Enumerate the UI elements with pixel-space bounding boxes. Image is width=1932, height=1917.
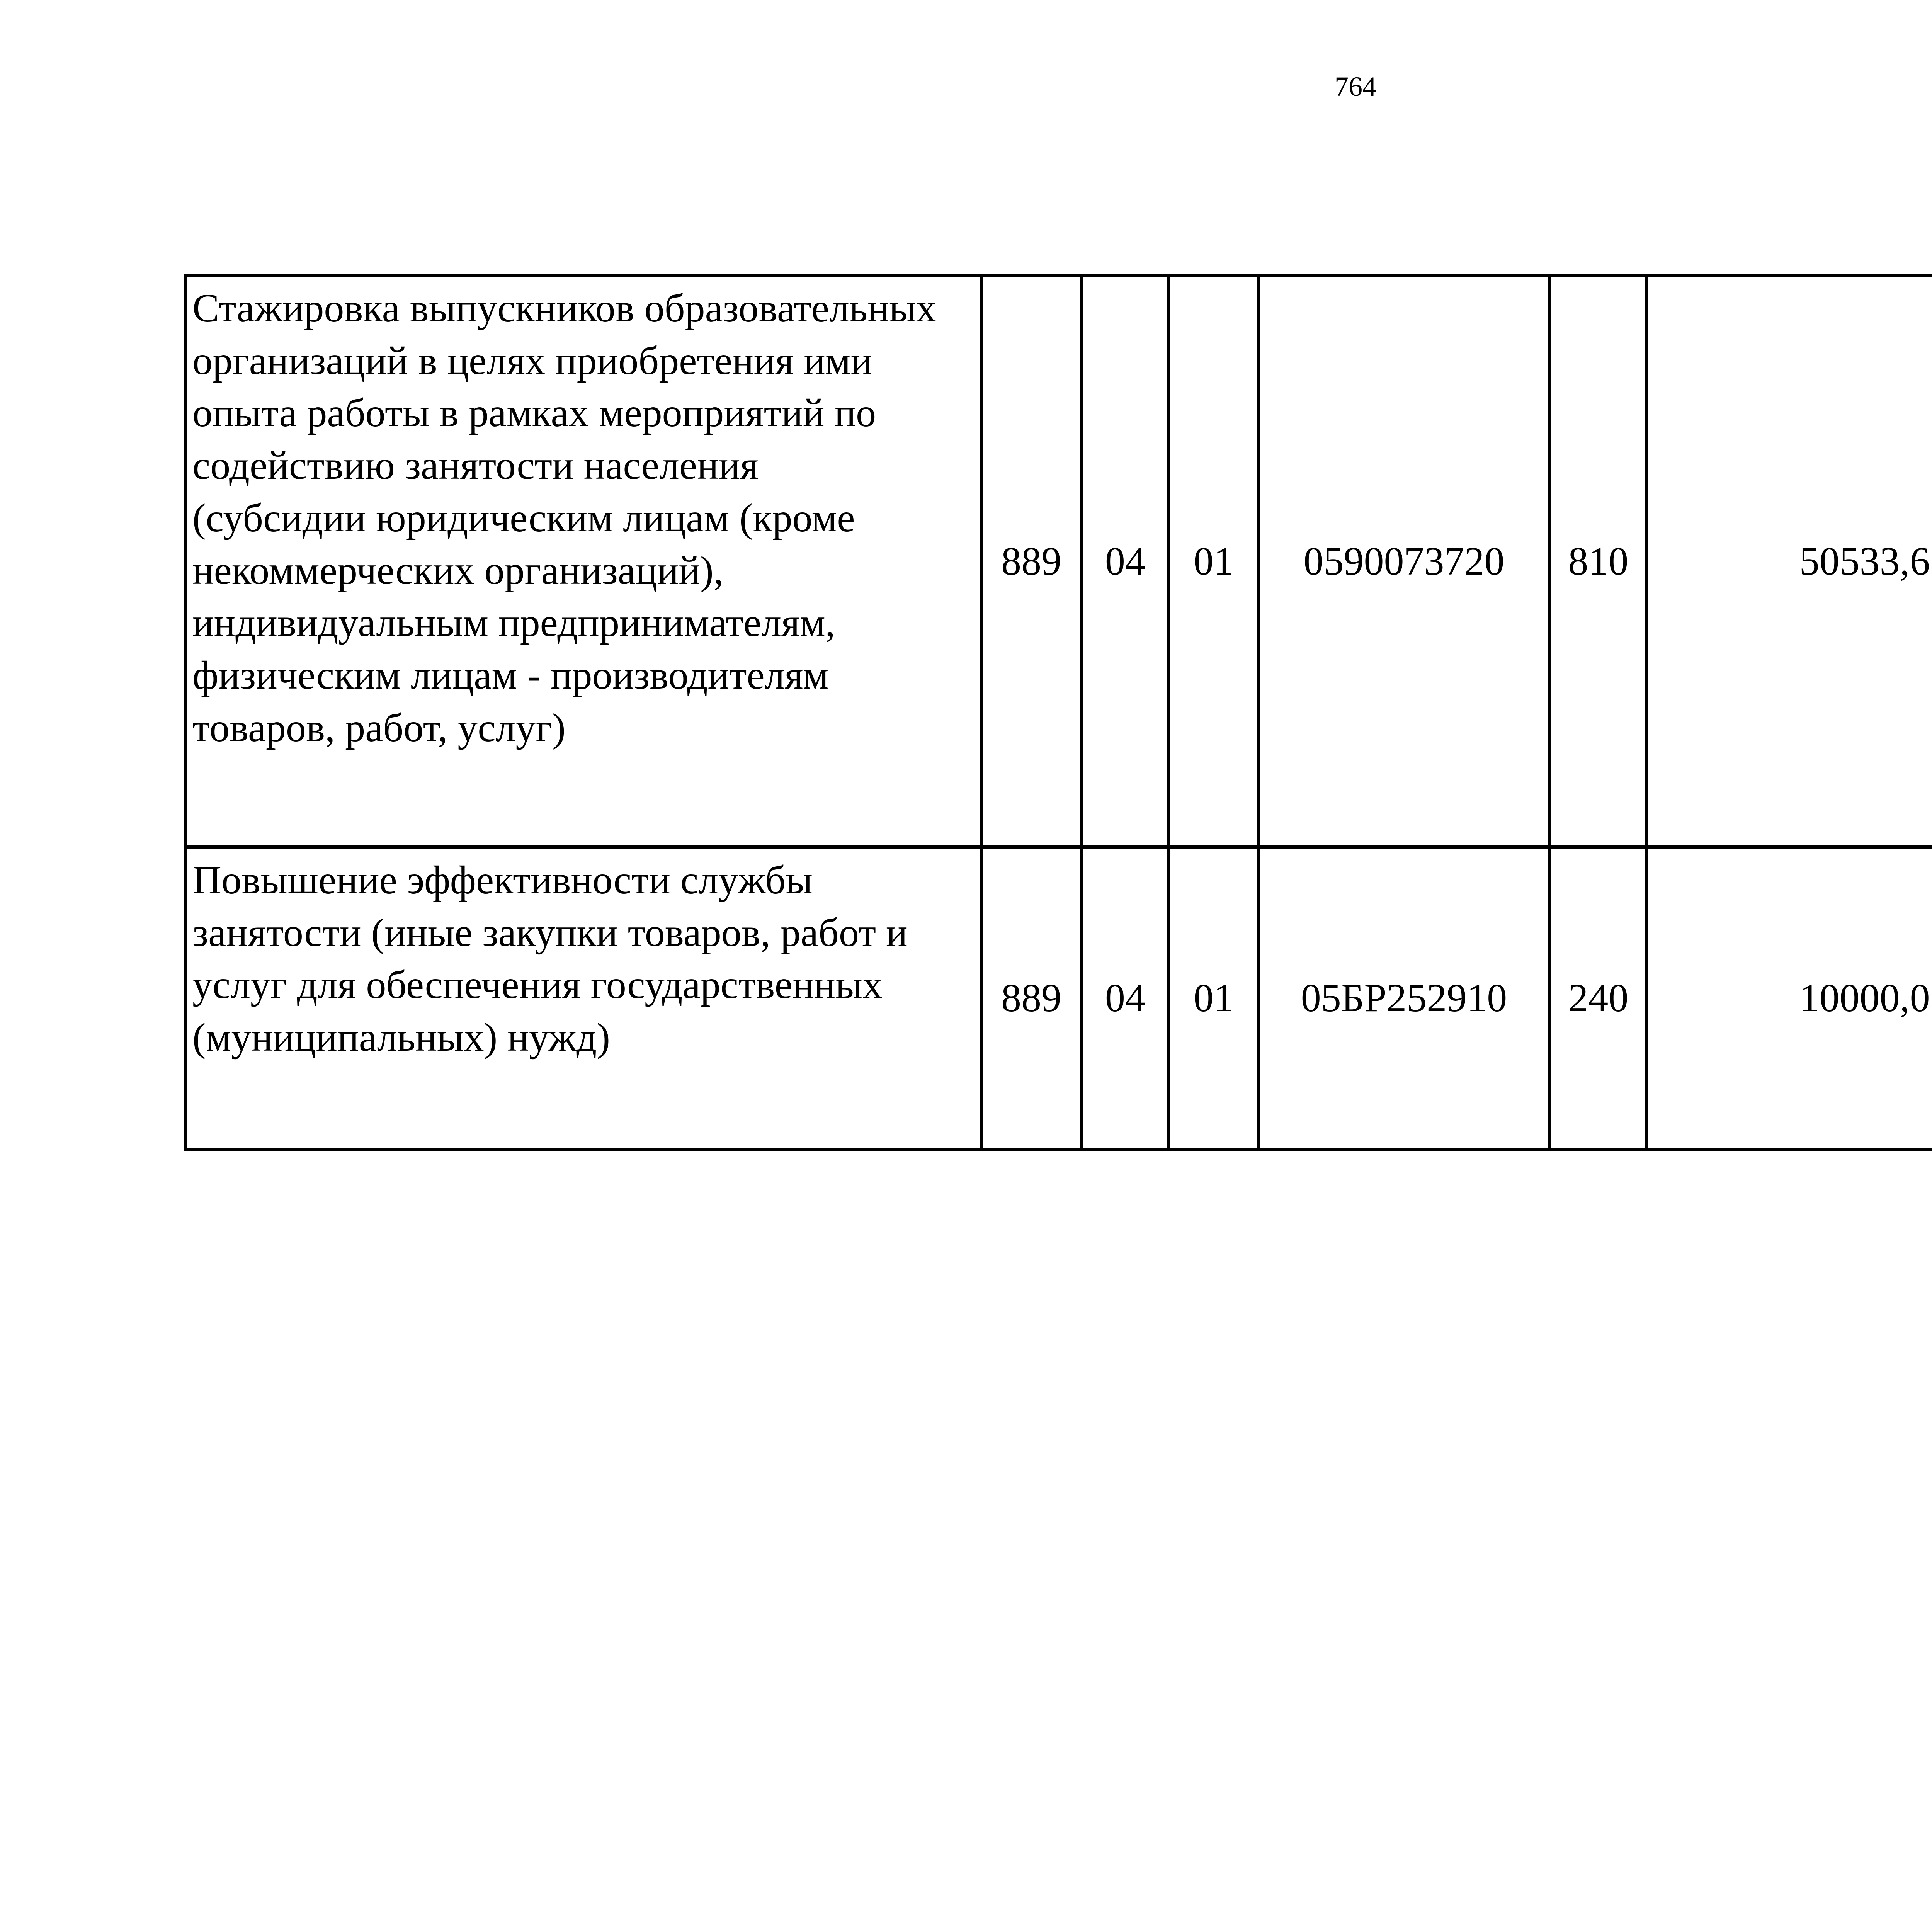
row-name-line: некоммерческих организаций), — [192, 548, 724, 593]
row-name-line: опыта работы в рамках мероприятий по — [192, 391, 876, 435]
target-item-cell: 05БР252910 — [1258, 847, 1550, 1149]
budget-table — [184, 274, 1932, 1151]
row-name-line: организаций в целях приобретения ими — [192, 338, 872, 383]
row-name-line: занятости (иные закупки товаров, работ и — [192, 910, 908, 955]
row-name-cell — [185, 847, 981, 1149]
page-number: 764 — [1335, 71, 1376, 102]
row-name-line: товаров, работ, услуг) — [192, 705, 566, 750]
section-code-cell: 04 — [1081, 847, 1169, 1149]
ministry-code-cell: 889 — [981, 847, 1082, 1149]
row-name-line: индивидуальным предпринимателям, — [192, 600, 835, 645]
row-name-line: Повышение эффективности службы — [192, 858, 813, 902]
row-name-line: содействию занятости населения — [192, 443, 759, 488]
row-name-line: (субсидии юридическим лицам (кроме — [192, 495, 855, 540]
row-name-cell — [185, 276, 981, 847]
expense-type-cell: 810 — [1550, 276, 1647, 847]
expense-type-cell: 240 — [1550, 847, 1647, 1149]
target-item-cell: 0590073720 — [1258, 276, 1550, 847]
amount-1-cell: 10000,0 — [1647, 847, 1932, 1149]
ministry-code-cell: 889 — [981, 276, 1082, 847]
table-row — [185, 847, 1932, 1149]
row-name-line: физическим лицам - производителям — [192, 653, 829, 698]
table-row — [185, 276, 1932, 847]
row-name-line: услуг для обеспечения государственных — [192, 963, 883, 1007]
amount-1-cell: 50533,6 — [1647, 276, 1932, 847]
section-code-cell: 04 — [1081, 276, 1169, 847]
subsection-code-cell: 01 — [1169, 276, 1258, 847]
subsection-code-cell: 01 — [1169, 847, 1258, 1149]
row-name-line: Стажировка выпускников образовательных — [192, 286, 936, 330]
row-name-line: (муниципальных) нужд) — [192, 1015, 610, 1060]
